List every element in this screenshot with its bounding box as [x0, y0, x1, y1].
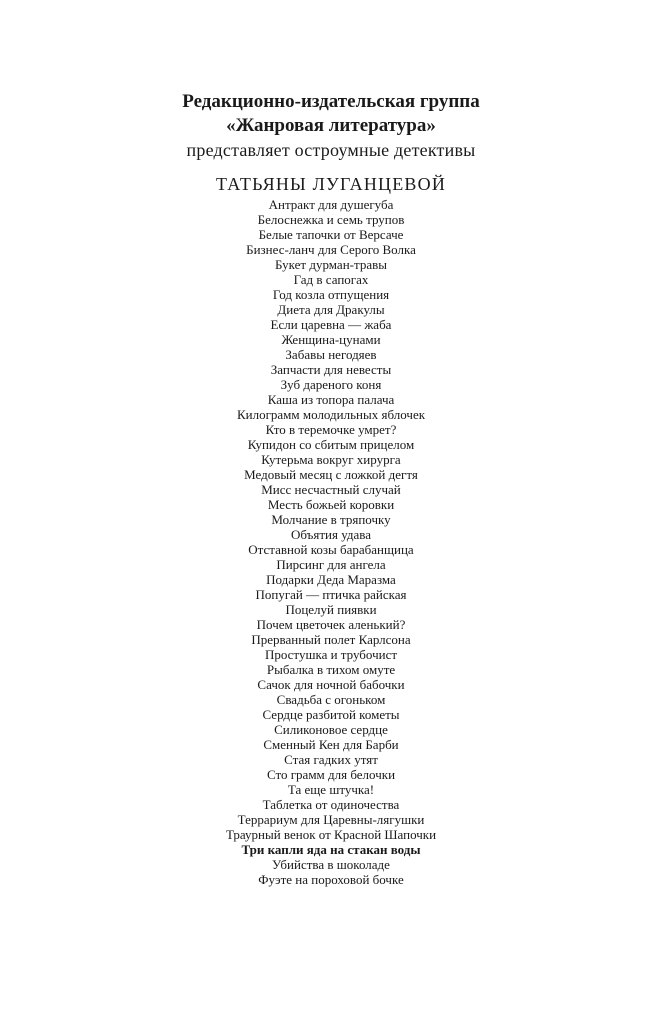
book-title: Если царевна — жаба [270, 317, 392, 332]
presents-line: представляет остроумные детективы [186, 140, 476, 160]
book-title: Зуб дареного коня [280, 377, 382, 392]
book-titles-list [0, 197, 662, 887]
book-title: Таблетка от одиночества [262, 797, 400, 812]
book-title: Подарки Деда Маразма [266, 572, 396, 587]
book-title: Попугай — птичка райская [255, 587, 407, 602]
book-title: Сачок для ночной бабочки [257, 677, 405, 692]
book-title: Рыбалка в тихом омуте [266, 662, 396, 677]
book-title: Молчание в тряпочку [271, 512, 391, 527]
book-title: Фуэте на пороховой бочке [258, 872, 404, 887]
book-title: Силиконовое сердце [274, 722, 388, 737]
author-name: ТАТЬЯНЫ ЛУГАНЦЕВОЙ [215, 174, 447, 194]
book-title: Объятия удава [290, 527, 372, 542]
book-title: Бизнес-ланч для Серого Волка [246, 242, 416, 257]
book-title: Год козла отпущения [272, 287, 390, 302]
book-title: Запчасти для невесты [270, 362, 392, 377]
book-title: Траурный венок от Красной Шапочки [225, 827, 437, 842]
book-title: Белые тапочки от Версаче [258, 227, 404, 242]
book-title: Забавы негодяев [285, 347, 377, 362]
book-title: Каша из топора палача [267, 392, 395, 407]
book-title: Гад в сапогах [293, 272, 369, 287]
book-title: Женщина-цунами [281, 332, 381, 347]
book-title: Кто в теремочке умрет? [265, 422, 397, 437]
page-header [0, 90, 662, 196]
book-title: Сердце разбитой кометы [262, 707, 400, 722]
book-title: Сменный Кен для Барби [263, 737, 399, 752]
book-title: Кутерьма вокруг хирурга [261, 452, 401, 467]
book-title: Почем цветочек аленький? [256, 617, 406, 632]
book-title: Поцелуй пиявки [285, 602, 377, 617]
book-title: Антракт для душегуба [268, 197, 394, 212]
book-title: Свадьба с огоньком [276, 692, 386, 707]
book-title: Белоснежка и семь трупов [257, 212, 405, 227]
book-title: Три капли яда на стакан воды [241, 842, 421, 857]
book-title: Стая гадких утят [284, 752, 378, 767]
book-title: Диета для Дракулы [277, 302, 385, 317]
book-title: Та еще штучка! [287, 782, 375, 797]
book-title: Пирсинг для ангела [276, 557, 386, 572]
book-title: Медовый месяц с ложкой дегтя [244, 467, 418, 482]
book-title: Простушка и трубочист [264, 647, 398, 662]
book-title: Купидон со сбитым прицелом [247, 437, 415, 452]
genre-literature-line: «Жанровая литература» [226, 115, 436, 136]
book-title: Террариум для Царевны-лягушки [237, 812, 425, 827]
book-title: Килограмм молодильных яблочек [236, 407, 426, 422]
book-title: Отставной козы барабанщица [248, 542, 414, 557]
book-title: Букет дурман-травы [275, 257, 387, 272]
book-title: Месть божьей коровки [267, 497, 395, 512]
publisher-group-line: Редакционно-издательская группа [182, 91, 480, 112]
book-title: Прерванный полет Карлсона [251, 632, 411, 647]
book-title: Убийства в шоколаде [272, 857, 390, 872]
book-title: Мисс несчастный случай [261, 482, 401, 497]
book-title: Сто грамм для белочки [266, 767, 396, 782]
